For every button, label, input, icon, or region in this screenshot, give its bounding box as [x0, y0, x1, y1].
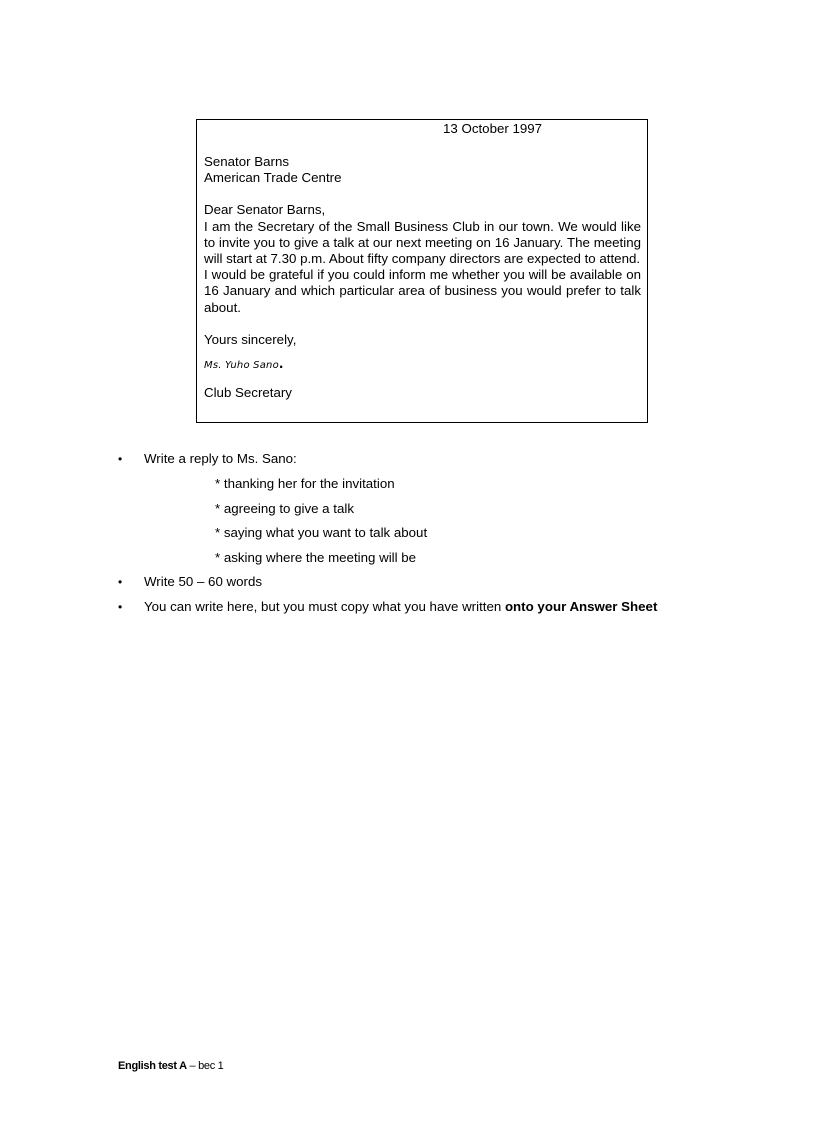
page-footer [118, 1060, 223, 1072]
letter-body [204, 154, 641, 401]
salutation: Dear Senator Barns, [204, 202, 326, 218]
footer-test-name: English test A [118, 1060, 187, 1072]
letter-paragraph-2: I would be grateful if you could inform me whether you will be available on 16 January and which particular area of business you would prefer to talk about. [204, 267, 641, 315]
letter-date: 13 October 1997 [443, 121, 543, 136]
instruction-item-2 [118, 574, 758, 599]
closing: Yours sincerely, [204, 331, 297, 347]
sub-item-3: * saying what you want to talk about [215, 525, 428, 541]
bullet-icon: • [118, 575, 123, 590]
bullet-icon: • [118, 452, 123, 466]
instruction-item-1 [118, 451, 758, 476]
sub-item-1: * thanking her for the invitation [215, 476, 395, 491]
sub-item-2: * agreeing to give a talk [215, 500, 354, 516]
instruction-text-2: Write 50 – 60 words [144, 574, 263, 590]
instructions-list [118, 451, 758, 624]
instruction-item-3 [118, 599, 758, 624]
instruction-text-3: You can write here, but you must copy what you have written [144, 599, 505, 615]
footer-code: – bec 1 [186, 1060, 224, 1072]
recipient-org: American Trade Centre [204, 170, 342, 186]
recipient-name: Senator Barns [204, 154, 290, 169]
sender-title: Club Secretary [204, 385, 292, 401]
letter-paragraph-1: I am the Secretary of the Small Business Club in our town. We would like to invite you to give a talk at our next meeting on 16 January. The meeting will start at 7.30 p.m. About fifty company directors are expected to attend. [204, 218, 641, 267]
signature-text: Ms. Yuho Sano [204, 360, 279, 372]
bullet-icon: • [118, 600, 123, 615]
answer-sheet-emphasis: onto your Answer Sheet [504, 599, 658, 615]
sub-item-4: * asking where the meeting will be [215, 549, 417, 565]
instruction-text-1: Write a reply to Ms. Sano: [144, 451, 297, 466]
letter-box [196, 119, 648, 423]
signature: Ms. Yuho Sano. [204, 357, 284, 372]
